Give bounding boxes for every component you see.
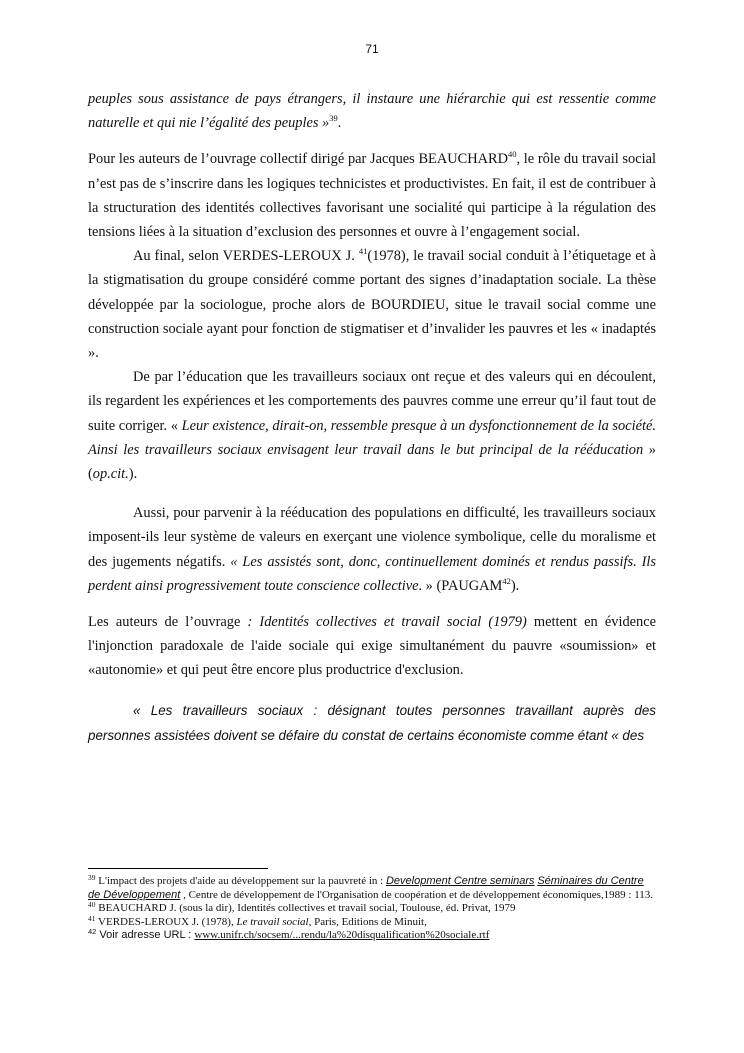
footnote-ref-42[interactable]: 42 [502,575,511,586]
paragraph-6: Les auteurs de l’ouvrage : Identités collectives et travail social (1979) mettent en évidence l'injonction paradoxale de l'aide sociale qui exige simultanément du pauvre «soumission» et «autonomie» et qui peut être encore plus productrice d'exclusion. [88,614,656,679]
footnote-42: $^{42}$ Voir adresse URL : www.unifr.ch/socsem/...rendu/la%20disqualification%20sociale.rtf [88,927,490,941]
quote-text: peuples sous assistance de pays étrangers, il instaure une hiérarchie qui est ressentie comme naturelle et qui nie l’égalité des peuples » [88,91,656,132]
footnote-url-link[interactable]: www.unifr.ch/socsem/...rendu/la%20disqualification%20sociale.rtf [194,929,490,941]
footnote-41: $^{41}$ VERDES-LEROUX J. (1978), Le travail social, Paris, Editions de Minuit, [88,913,427,928]
quote-text: Leur existence, dirait-on, ressemble presque à un dysfonctionnement de la société. Ainsi les travailleurs sociaux envisagent leur travail dans le but principal de la rééducation [88,417,656,458]
paragraph-1: peuples sous assistance de pays étrangers, il instaure une hiérarchie qui est ressentie comme naturelle et qui nie l’égalité des peuples »$^{39}$. [88,91,656,132]
paragraph-3: Au final, selon VERDES-LEROUX J. $^{41}$(1978), le travail social conduit à l’étiquetage et à la stigmatisation du groupe considéré comme portant des signes d’inadaptation sociale. La thèse développée par la sociologue, proche alors de BOURDIEU, situe le travail social comme une construction sociale ayant pour fonction de stigmatiser et d’invalider les pauvres et les « inadaptés ». [88,246,656,362]
source-reference: op.cit. [92,466,129,483]
footnote-link-seminars[interactable]: Development Centre seminars [385,875,535,887]
book-title: Le travail social [236,915,309,928]
paragraph-7-quote: « Les travailleurs sociaux : désignant toutes personnes travaillant auprès des personnes assistées doivent se défaire du constat de certains économiste comme étant « des [88,702,656,743]
paragraph-5: Aussi, pour parvenir à la rééducation des populations en difficulté, les travailleurs sociaux imposent-ils leur système de valeurs en exerçant une violence symbolique, celle du moralisme et des jugements négatifs. « Les assistés sont, donc, continuellement dominés et rendus passifs. Ils perdent ainsi progressivement toute conscience collective. » (PAUGAM$^{42}$). [88,505,656,594]
body-text [88,87,656,748]
book-title: : Identités collectives et travail social (1979) [240,614,527,631]
footnote-ref-40[interactable]: 40 [508,149,517,160]
footnote-39: $^{39}$ L'impact des projets d'aide au développement sur la pauvreté in : Development Centre seminars Séminaires du Centre de Développement , Centre de développement de l'Organisation de coopération et de développement économiques,1989 : 113. [88,873,654,901]
footnotes [88,875,656,943]
footnote-separator [88,868,268,869]
footnote-link-seminaires[interactable]: Séminaires du Centre de Développement [88,875,644,901]
quote-text: « Les assistés sont, donc, continuellement dominés et rendus passifs. Ils perdent ainsi progressivement toute conscience collective [88,553,656,594]
paragraph-2: Pour les auteurs de l’ouvrage collectif dirigé par Jacques BEAUCHARD$^{40}$, le rôle du travail social n’est pas de s’inscrire dans les logiques technicistes et productivistes. En fait, il est de contribuer à la structuration des identités collectives favorisant une socialité qui participe à la régulation des tensions liées à la situation d’exclusion des personnes et ouvre à l’engagement social. [88,149,656,241]
footnote-ref-41[interactable]: 41 [358,246,368,257]
page-number: 71 [365,42,379,56]
footnote-40: $^{40}$ BEAUCHARD J. (sous la dir), Identités collectives et travail social, Toulouse, éd. Privat, 1979 [88,900,516,914]
paragraph-4: De par l’éducation que les travailleurs sociaux ont reçue et des valeurs qui en découlent, ils regardent les expériences et les comportements des pauvres comme une erreur qu’il faut tout de suite corriger. « Leur existence, dirait-on, ressemble presque à un dysfonctionnement de la société. Ainsi les travailleurs sociaux envisagent leur travail dans le but principal de la rééducation » (op.cit.). [88,369,656,483]
footnote-ref-39[interactable]: 39 [329,113,338,124]
